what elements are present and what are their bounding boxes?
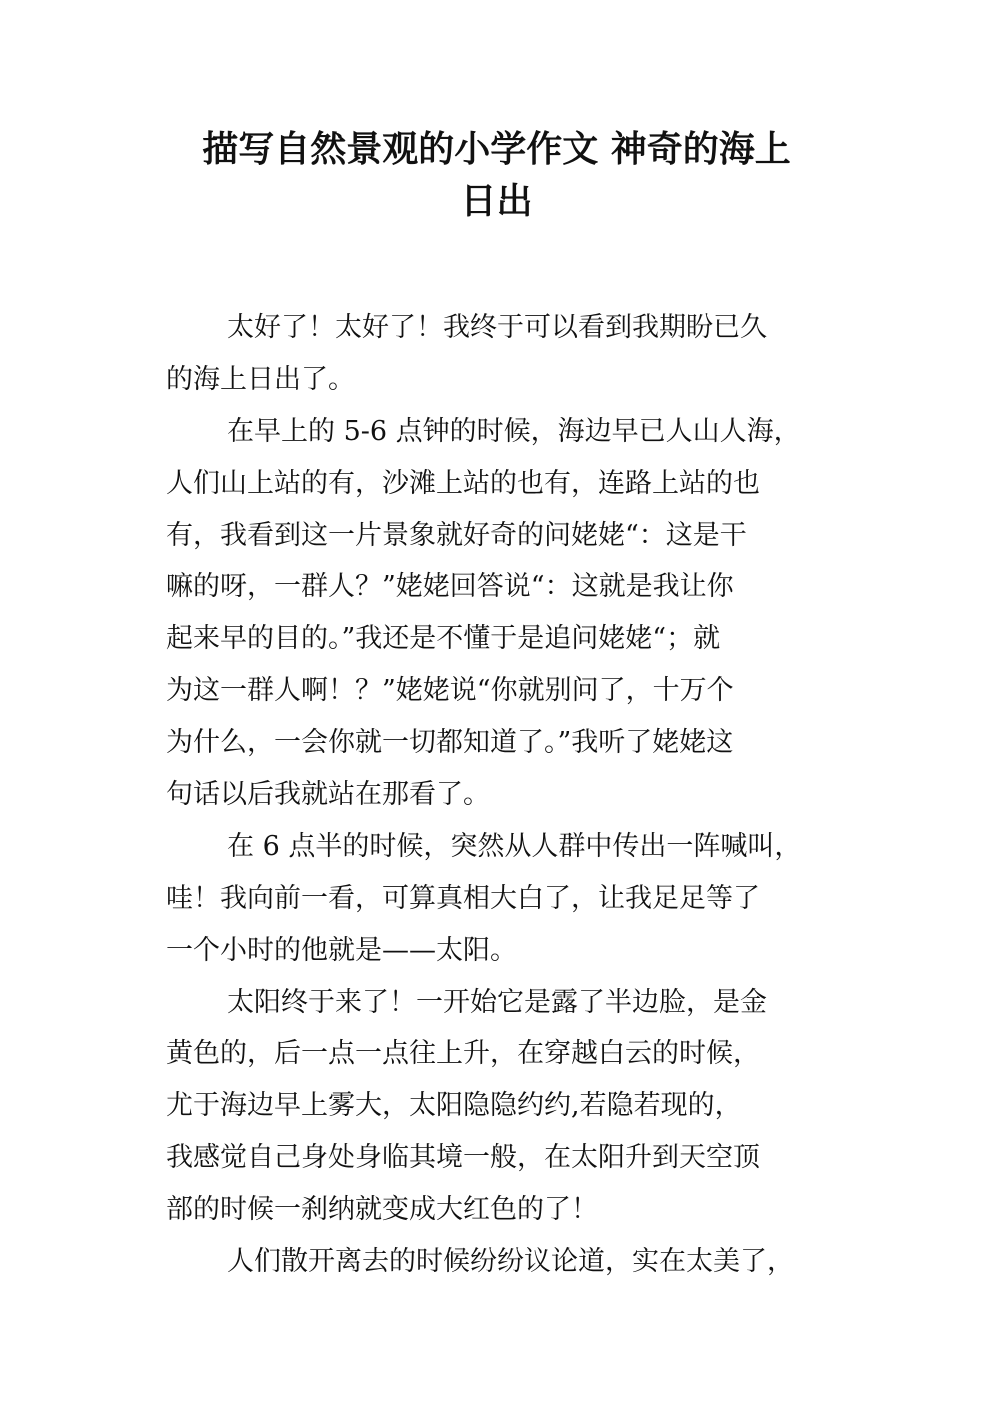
title-line: 描写自然景观的小学作文 神奇的海上	[202, 129, 791, 170]
text-line: 一个小时的他就是——太阳。	[166, 934, 517, 966]
text-line: 人们散开离去的时候纷纷议论道，实在太美了，	[227, 1246, 794, 1278]
text-line: 太阳终于来了！一开始它是露了半边脸，是金	[227, 986, 767, 1018]
text-line: 起来早的目的。”我还是不懂于是追问姥姥“；就	[166, 623, 721, 655]
text-line: 尤于海边早上雾大，太阳隐隐约约,若隐若现的，	[166, 1090, 742, 1122]
text-line: 的海上日出了。	[166, 363, 355, 395]
text-line: 我感觉自己身处身临其境一般，在太阳升到天空顶	[166, 1142, 760, 1174]
text-line: 为什么，一会你就一切都知道了。”我听了姥姥这	[166, 727, 734, 759]
text-line: 太好了！太好了！我终于可以看到我期盼已久	[227, 312, 767, 343]
document-title	[0, 124, 993, 228]
text-line: 嘛的呀，一群人？”姥姥回答说“：这就是我让你	[166, 571, 734, 603]
text-line: 为这一群人啊！？”姥姥说“你就别问了，十万个	[166, 675, 734, 707]
text-line: 部的时候一刹纳就变成大红色的了！	[166, 1194, 598, 1226]
text-line: 句话以后我就站在那看了。	[166, 779, 490, 811]
text-line: 在 6 点半的时候，突然从人群中传出一阵喊叫，	[227, 830, 802, 862]
text-line: 有，我看到这一片景象就好奇的问姥姥“：这是干	[166, 519, 747, 551]
paragraph	[166, 1236, 846, 1288]
title-line: 日出	[460, 181, 533, 222]
paragraph	[166, 821, 846, 977]
text-line: 在早上的 5-6 点钟的时候，海边早已人山人海，	[227, 415, 801, 447]
text-line: 黄色的，后一点一点往上升，在穿越白云的时候，	[166, 1038, 760, 1070]
text-line: 人们山上站的有，沙滩上站的也有，连路上站的也	[166, 467, 760, 499]
paragraph	[166, 406, 846, 821]
text-line: 哇！我向前一看，可算真相大白了，让我足足等了	[166, 882, 760, 914]
document-body	[166, 302, 846, 1288]
paragraph	[166, 977, 846, 1236]
paragraph	[166, 302, 846, 406]
